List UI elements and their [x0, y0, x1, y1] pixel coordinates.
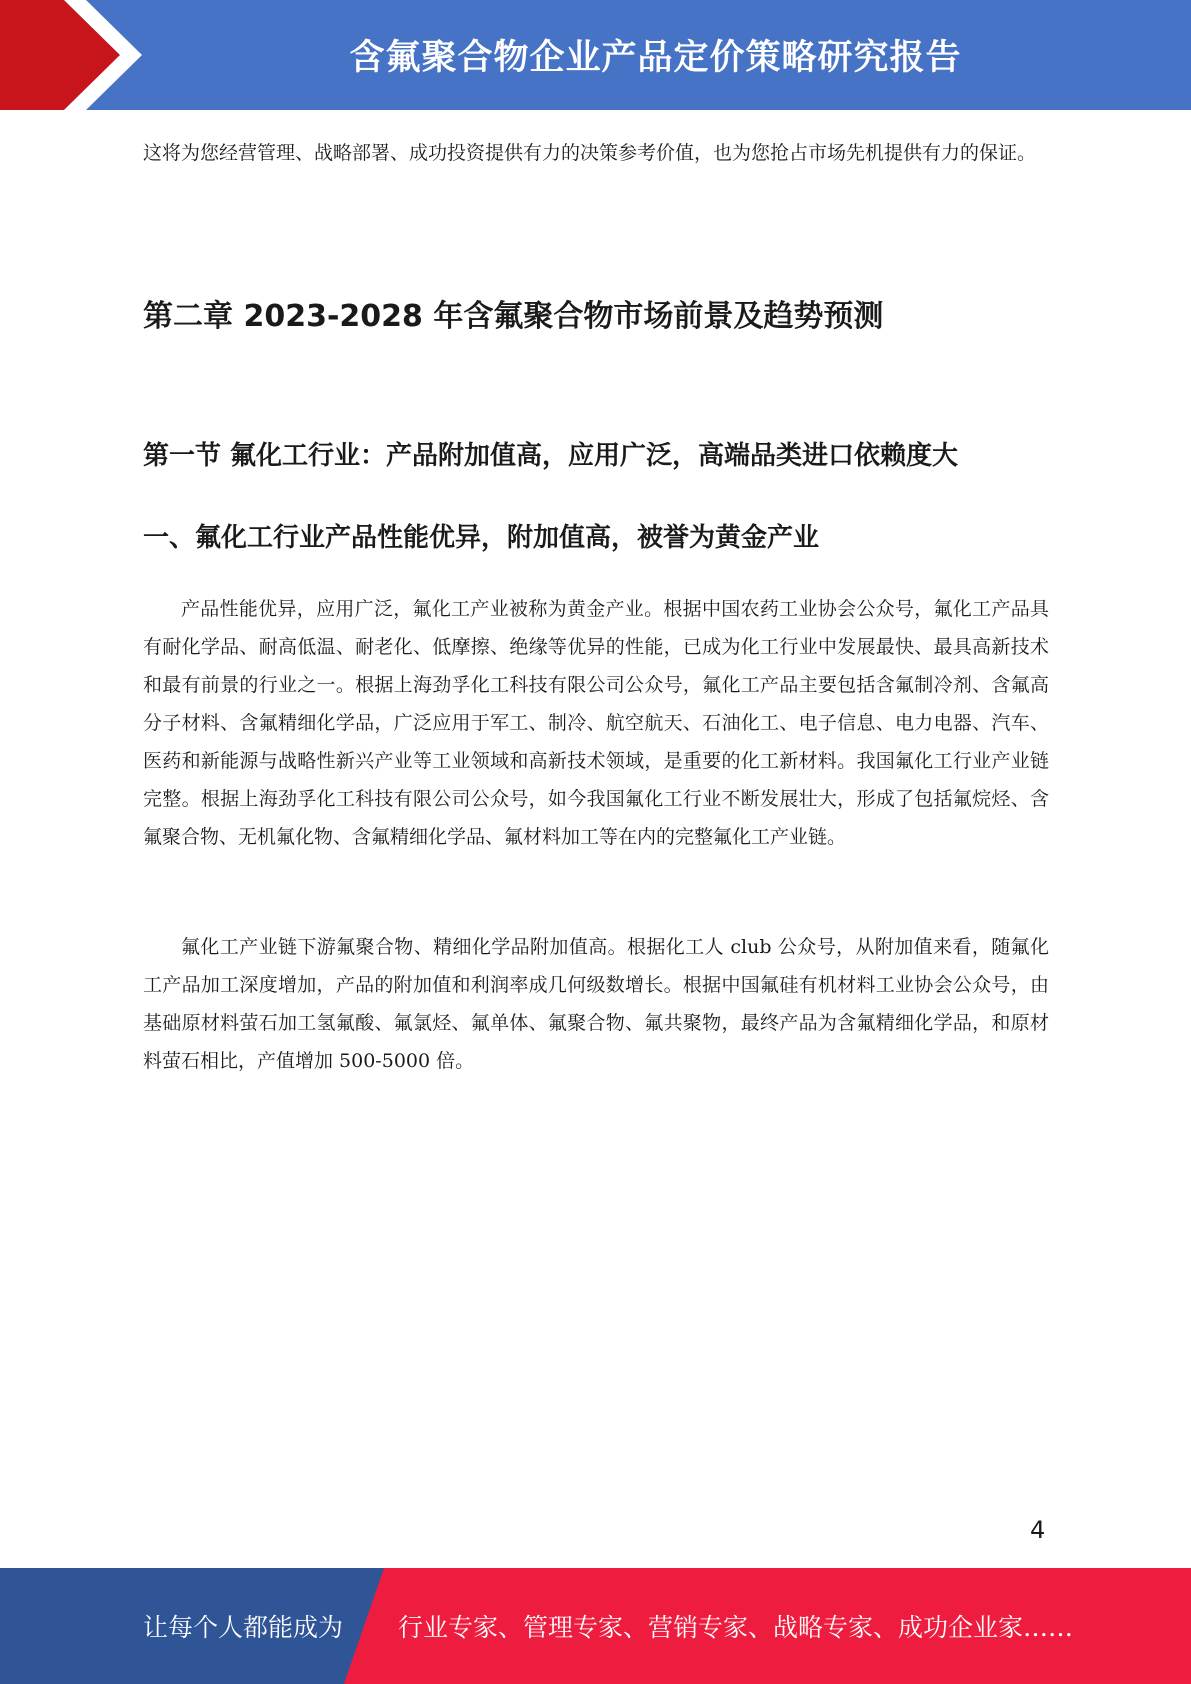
page-footer — [0, 1568, 1191, 1684]
footer-slogan-right: 行业专家、管理专家、营销专家、战略专家、成功企业家…… — [398, 1613, 1074, 1642]
intro-paragraph: 这将为您经营管理、战略部署、成功投资提供有力的决策参考价值，也为您抢占市场先机提供有力的保证。 — [143, 142, 1037, 164]
subsection-heading: 一、氟化工行业产品性能优异，附加值高，被誉为黄金产业 — [143, 523, 820, 553]
body-paragraph-1: 产品性能优异，应用广泛，氟化工产业被称为黄金产业。根据中国农药工业协会公众号，氟化工产品具有耐化学品、耐高低温、耐老化、低摩擦、绝缘等优异的性能，已成为化工行业中发展最快、最具高新技术和最有前景的行业之一。根据上海劲孚化工科技有限公司公众号，氟化工产品主要包括含氟制冷剂、含氟高分子材料、含氟精细化学品，广泛应用于军工、制冷、航空航天、石油化工、电子信息、电力电器、汽车、医药和新能源与战略性新兴产业等工业领域和高新技术领域，是重要的化工新材料。我国氟化工行业产业链完整。根据上海劲孚化工科技有限公司公众号，如今我国氟化工行业不断发展壮大，形成了包括氟烷烃、含氟聚合物、无机氟化物、含氟精细化学品、氟材料加工等在内的完整氟化工产业链。 — [143, 598, 1049, 848]
chapter-heading: 第二章 2023-2028 年含氟聚合物市场前景及趋势预测 — [143, 299, 884, 334]
report-title: 含氟聚合物企业产品定价策略研究报告 — [349, 38, 962, 78]
section-heading: 第一节 氟化工行业：产品附加值高，应用广泛，高端品类进口依赖度大 — [143, 441, 959, 471]
page-header — [0, 0, 1191, 110]
body-paragraph-2: 氟化工产业链下游氟聚合物、精细化学品附加值高。根据化工人 club 公众号，从附加值来看，随氟化工产品加工深度增加，产品的附加值和利润率成几何级数增长。根据中国氟硅有机材料工业协会公众号，由基础原材料萤石加工氢氟酸、氟氯烃、氟单体、氟聚合物、氟共聚物，最终产品为含氟精细化学品，和原材料萤石相比，产值增加 500-5000 倍。 — [143, 936, 1049, 1072]
page-number: 4 — [1030, 1516, 1046, 1544]
footer-slogan-left: 让每个人都能成为 — [143, 1613, 344, 1642]
